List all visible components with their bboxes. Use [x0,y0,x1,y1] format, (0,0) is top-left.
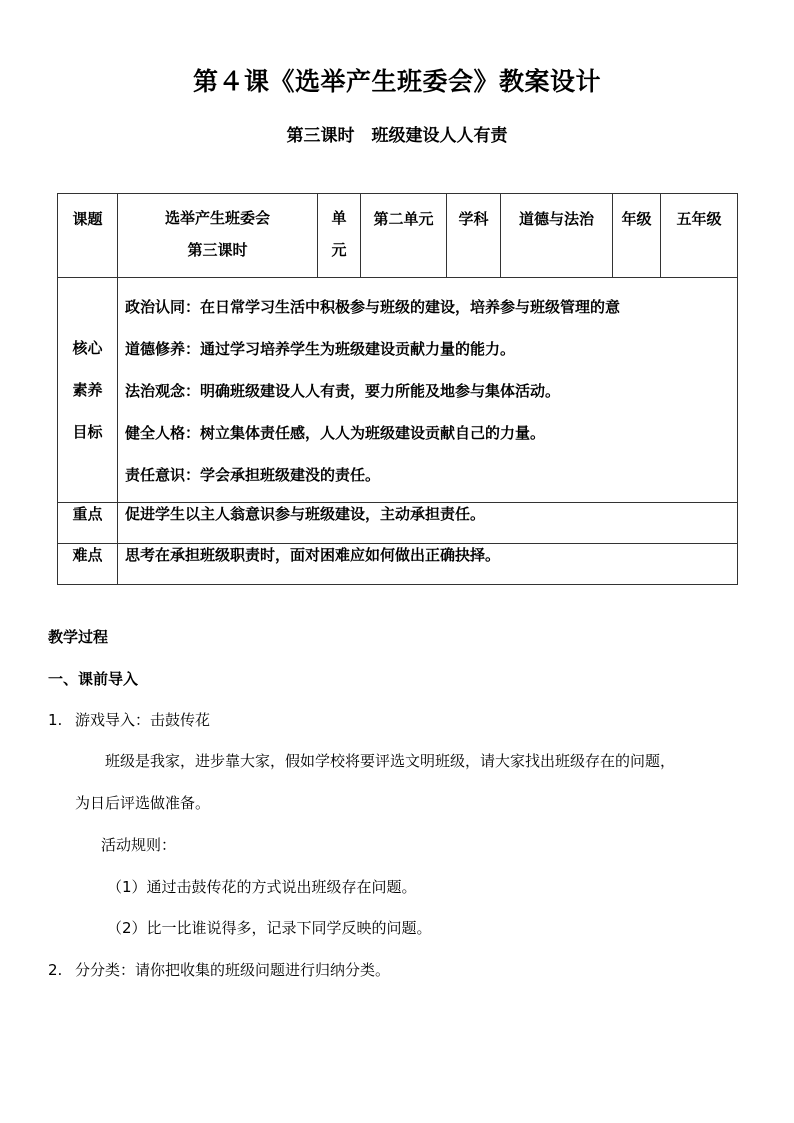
table-row-key-point [58,503,738,544]
rule-1: （1）通过击鼓传花的方式说出班级存在问题。 [107,878,417,896]
item-2-text: 分分类：请你把收集的班级问题进行归纳分类。 [75,961,391,979]
topic-line-2: 第三课时 [187,241,248,259]
key-point-label: 重点 [58,503,118,544]
unit-value: 第二单元 [361,194,447,278]
grade-value: 五年级 [661,194,738,278]
subject-label: 学科 [447,194,501,278]
difficulty-text: 思考在承担班级职责时，面对困难应如何做出正确抉择。 [118,544,738,585]
goal-responsibility: 责任意识：学会承担班级建没的责任。 [125,466,381,484]
paragraph-line-2: 为日后评选做准备。 [75,794,211,812]
lesson-info-table [57,193,738,585]
core-label-line-2: 素养 [72,381,103,399]
unit-label-char-2: 元 [331,241,347,259]
item-1 [48,709,210,730]
process-heading: 教学过程 [48,628,109,646]
topic-line-1: 选举产生班委会 [164,209,270,227]
unit-label-char-1: 单 [331,209,347,227]
unit-label [318,194,361,278]
item-1-number: 1. [48,711,63,729]
rule-2: （2）比一比谁说得多，记录下同学反映的问题。 [107,919,432,937]
topic-label: 课题 [58,194,118,278]
document-subtitle: 第三课时 班级建设人人有责 [286,126,508,146]
item-1-text: 游戏导入：击鼓传花 [75,711,211,729]
rules-label: 活动规则： [101,836,177,854]
item-2-number: 2. [48,961,63,979]
table-row-core [58,278,738,503]
goal-personality: 健全人格：树立集体责任感，人人为班级建设贡献自己的力量。 [125,424,546,442]
core-label-line-3: 目标 [72,423,103,441]
goal-political: 政治认同：在日常学习生活中积极参与班级的建设，培养参与班级管理的意 [125,298,621,316]
difficulty-label: 难点 [58,544,118,585]
item-2 [48,959,390,980]
section-intro-heading: 一、课前导入 [48,670,139,688]
table-row-header [58,194,738,278]
document-title: 第４课《选举产生班委会》教案设计 [192,67,601,96]
key-point-text: 促进学生以主人翁意识参与班级建设，主动承担责任。 [118,503,738,544]
grade-label: 年级 [613,194,661,278]
core-label [58,278,118,503]
goal-moral: 道德修养：通过学习培养学生为班级建设贡献力量的能力。 [125,340,516,358]
topic-value [118,194,318,278]
core-label-line-1: 核心 [72,339,103,357]
core-goals [118,278,738,503]
goal-law: 法治观念：明确班级建设人人有责，要力所能及地参与集体活动。 [125,382,561,400]
paragraph-line-1: 班级是我家，进步靠大家，假如学校将要评选文明班级，请大家找出班级存在的问题， [105,752,676,770]
table-row-difficulty [58,544,738,585]
subject-value: 道德与法治 [501,194,613,278]
